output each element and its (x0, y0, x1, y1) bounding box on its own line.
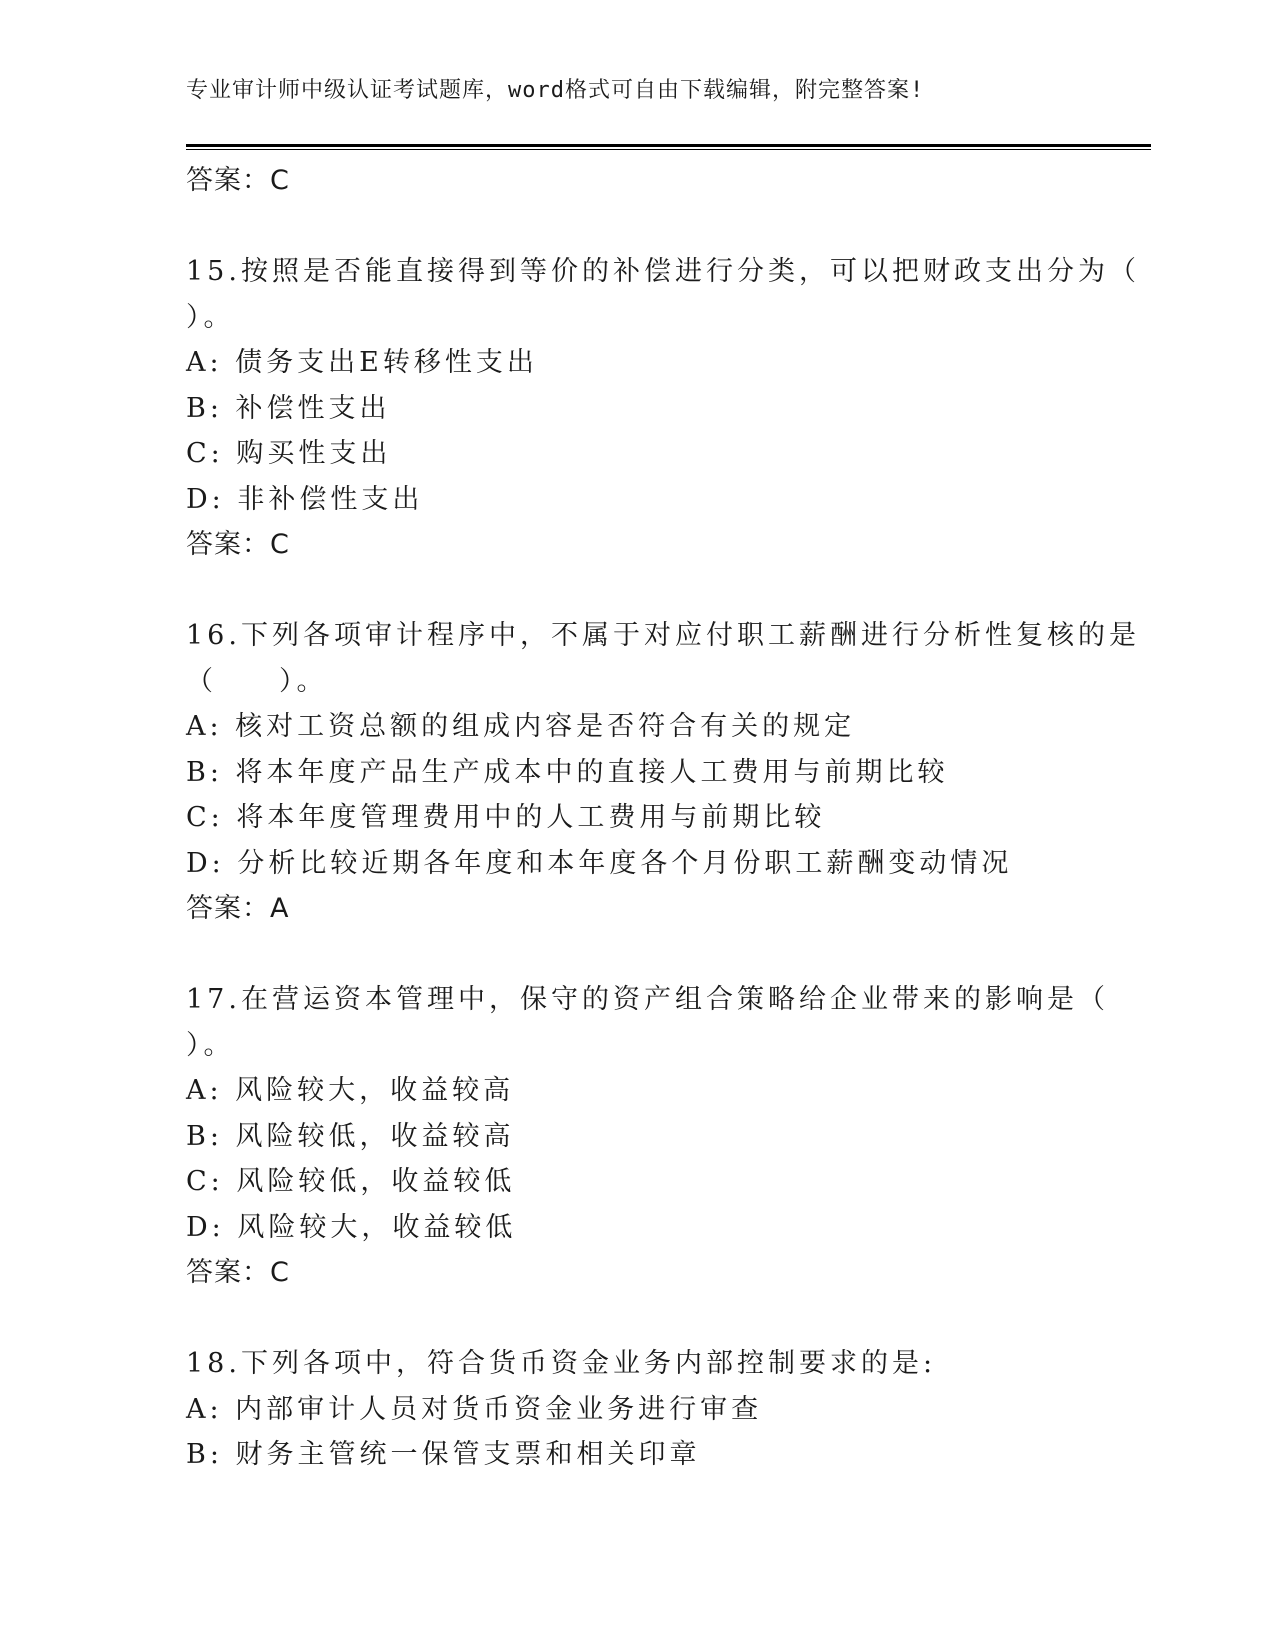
option-d: D: 风险较大，收益较低 (186, 1211, 517, 1243)
answer: 答案：C (186, 529, 290, 560)
question-stem-continued: （ ）。 (186, 665, 328, 697)
option-d: D: 分析比较近期各年度和本年度各个月份职工薪酬变动情况 (186, 847, 1013, 879)
option-c: C: 购买性支出 (186, 438, 392, 469)
question-stem: 18.下列各项中，符合货币资金业务内部控制要求的是: (186, 1348, 937, 1379)
previous-answer: 答案：C (186, 165, 290, 196)
question-stem: 17.在营运资本管理中，保守的资产组合策略给企业带来的影响是（ (186, 984, 1109, 1015)
page-header: 专业审计师中级认证考试题库，word格式可自由下载编辑，附完整答案! (186, 78, 925, 103)
option-c: C: 风险较低，收益较低 (186, 1166, 516, 1197)
question-16 (186, 613, 1140, 932)
header-rule-thick (186, 144, 1151, 147)
question-17 (186, 977, 1109, 1296)
option-c: C: 将本年度管理费用中的人工费用与前期比较 (186, 802, 826, 833)
option-a: A: 风险较大，收益较高 (186, 1075, 515, 1106)
answer: 答案：C (186, 1257, 290, 1288)
answer: 答案：A (186, 893, 290, 924)
option-b: B: 将本年度产品生产成本中的直接人工费用与前期比较 (186, 756, 949, 788)
option-b: B: 财务主管统一保管支票和相关印章 (186, 1439, 701, 1470)
spacer (186, 932, 1086, 978)
spacer (186, 1296, 1086, 1342)
document-body (186, 158, 1140, 1478)
question-stem: 15.按照是否能直接得到等价的补偿进行分类，可以把财政支出分为（ (186, 256, 1140, 287)
option-a: A: 债务支出E转移性支出 (186, 347, 538, 378)
option-d: D: 非补偿性支出 (186, 483, 424, 515)
option-a: A: 核对工资总额的组成内容是否符合有关的规定 (186, 711, 856, 742)
question-stem-continued: ）。 (186, 301, 235, 333)
question-15 (186, 249, 1140, 568)
question-18 (186, 1341, 1086, 1478)
spacer (186, 568, 1086, 614)
question-stem-continued: ）。 (186, 1029, 235, 1061)
option-b: B: 风险较低，收益较高 (186, 1120, 515, 1152)
option-a: A: 内部审计人员对货币资金业务进行审查 (186, 1393, 763, 1425)
header-rule-thin (186, 149, 1151, 150)
spacer (186, 204, 1086, 250)
question-stem: 16.下列各项审计程序中，不属于对应付职工薪酬进行分析性复核的是 (186, 620, 1140, 651)
option-b: B: 补偿性支出 (186, 392, 391, 424)
